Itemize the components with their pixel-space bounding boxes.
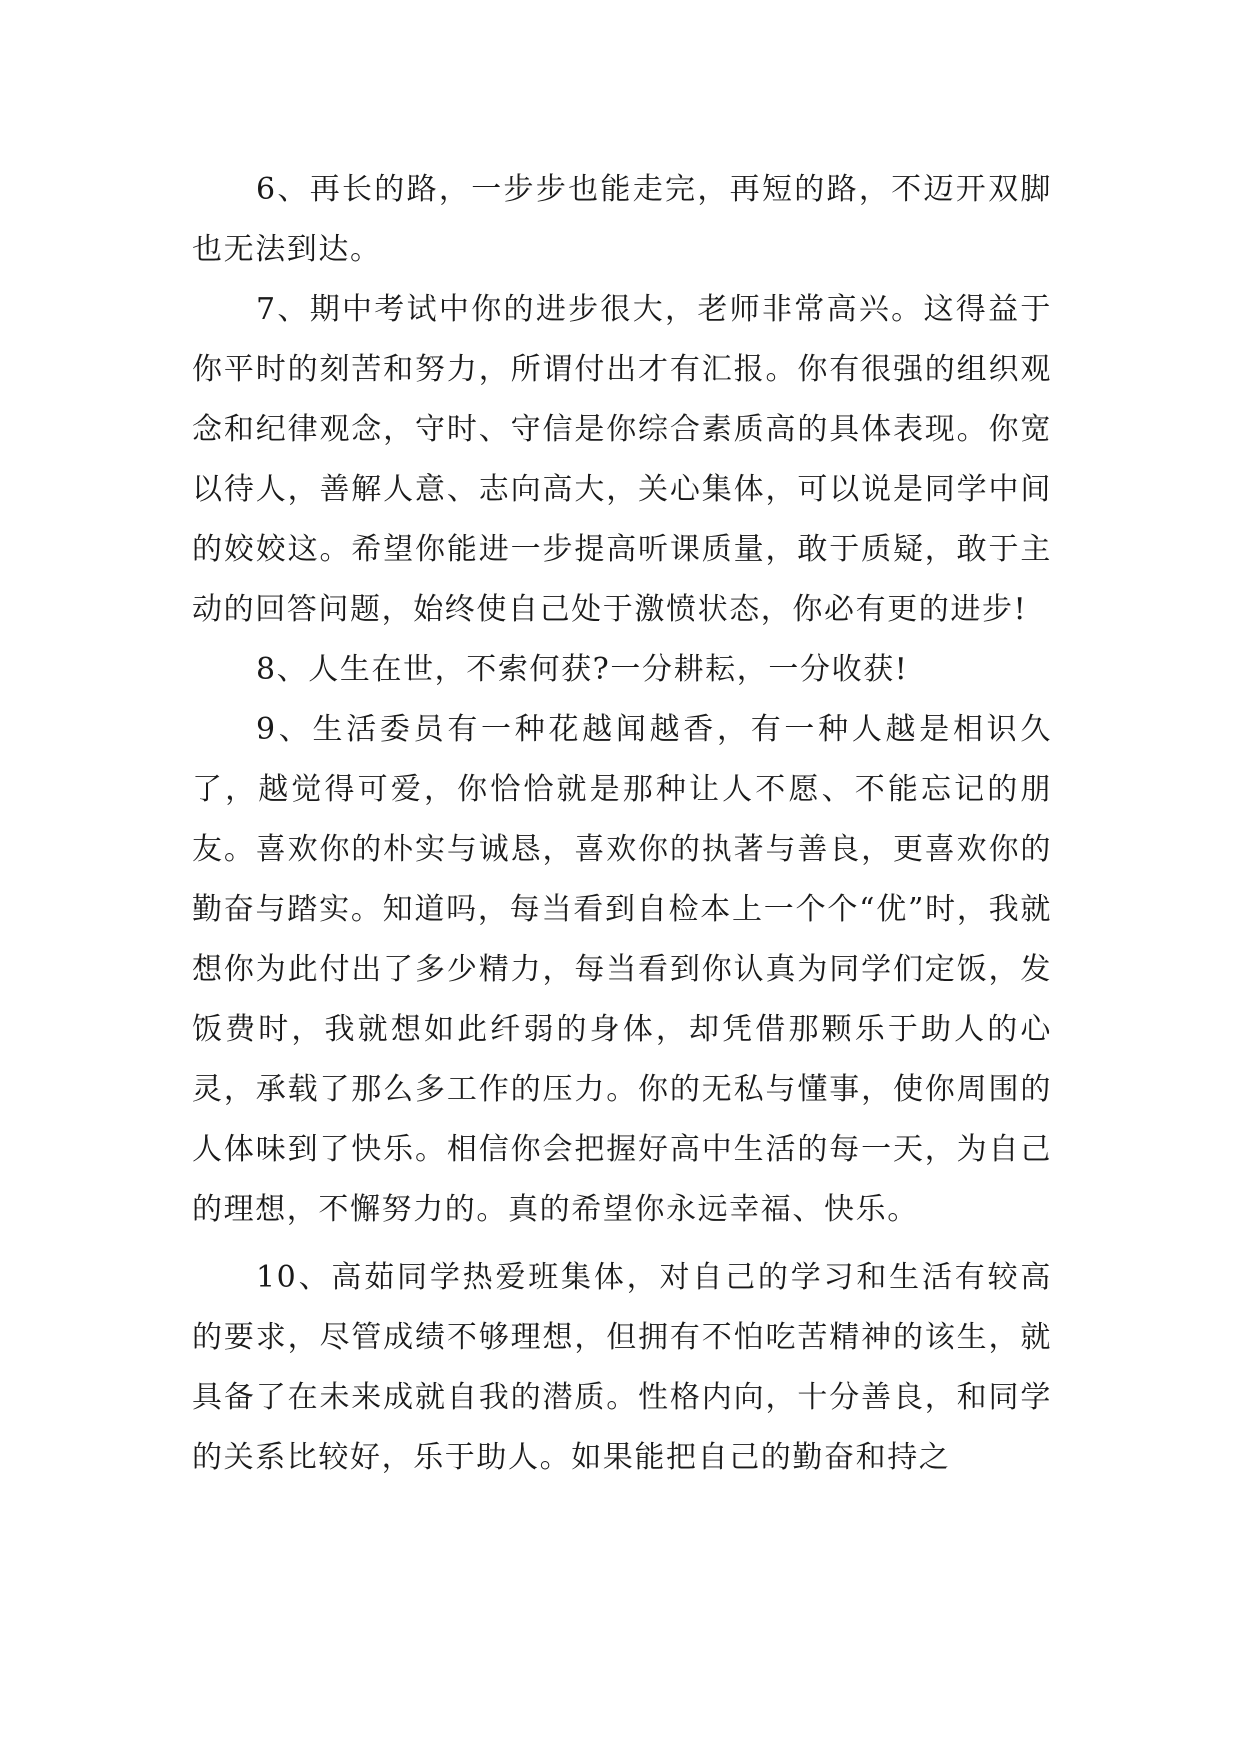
document-body: [192, 160, 1052, 1488]
paragraph-8: 8、人生在世，不索何获?一分耕耘，一分收获!: [256, 652, 909, 687]
paragraph-9: 9、生活委员有一种花越闻越香，有一种人越是相识久了，越觉得可爱，你恰恰就是那种让人不愿、不能忘记的朋友。喜欢你的朴实与诚恳，喜欢你的执著与善良，更喜欢你的勤奋与踏实。知道吗，每当看到自检本上一个个“优”时，我就想你为此付出了多少精力，每当看到你认真为同学们定饭，发饭费时，我就想如此纤弱的身体，却凭借那颗乐于助人的心灵，承载了那么多工作的压力。你的无私与懂事，使你周围的人体味到了快乐。相信你会把握好高中生活的每一天，为自己的理想，不懈努力的。真的希望你永远幸福、快乐。: [192, 712, 1052, 1227]
paragraph-10: 10、高茹同学热爱班集体，对自己的学习和生活有较高的要求，尽管成绩不够理想，但拥有不怕吃苦精神的该生，就具备了在未来成就自我的潜质。性格内向，十分善良，和同学的关系比较好，乐于助人。如果能把自己的勤奋和持之: [192, 1260, 1052, 1475]
paragraph-6: 6、再长的路，一步步也能走完，再短的路，不迈开双脚也无法到达。: [192, 172, 1052, 267]
paragraph-7: 7、期中考试中你的进步很大，老师非常高兴。这得益于你平时的刻苦和努力，所谓付出才有汇报。你有很强的组织观念和纪律观念，守时、守信是你综合素质高的具体表现。你宽以待人，善解人意、志向高大，关心集体，可以说是同学中间的姣姣这。希望你能进一步提高听课质量，敢于质疑，敢于主动的回答问题，始终使自己处于激愤状态，你必有更的进步!: [192, 292, 1052, 627]
